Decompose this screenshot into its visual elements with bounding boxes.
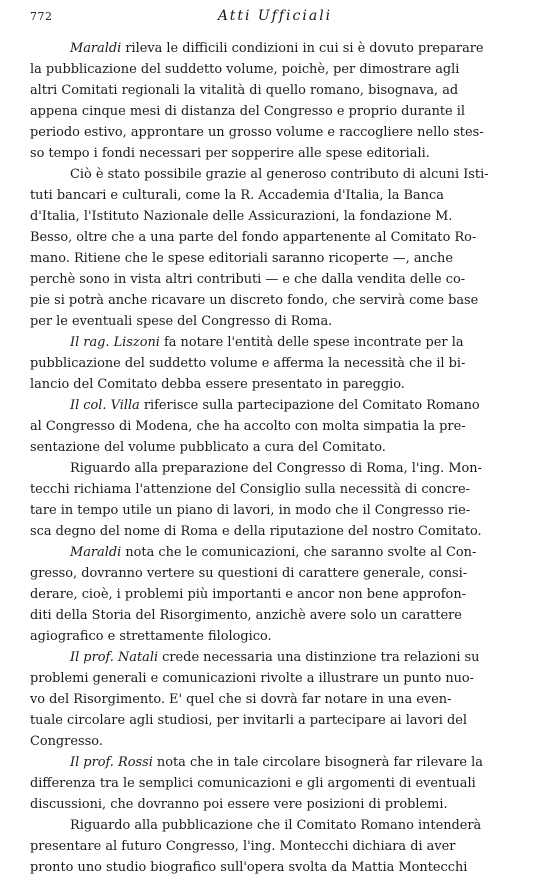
line-text: agiografico e strettamente filologico. [30, 629, 272, 644]
text-line [30, 479, 520, 500]
text-line [30, 164, 520, 185]
running-title: Atti Ufficiali [217, 8, 333, 24]
text-line [30, 269, 520, 290]
line-text: problemi generali e comunicazioni rivolte a illustrare un punto nuo- [30, 671, 475, 686]
line-text: periodo estivo, approntare un grosso volume e raccogliere nello stes- [30, 125, 484, 140]
text-line [30, 647, 520, 668]
line-text: fa notare l'entità delle spese incontrate per la [159, 335, 464, 350]
line-text: Ciò è stato possibile grazie al generoso contributo di alcuni Isti- [70, 167, 489, 182]
speaker-name: Maraldi [70, 41, 122, 56]
text-line [30, 773, 520, 794]
speaker-name: Il rag. Liszoni [70, 335, 160, 350]
line-text: per le eventuali spese del Congresso di Roma. [30, 314, 333, 329]
line-text: riferisce sulla partecipazione del Comitato Romano [139, 398, 480, 413]
text-line [30, 38, 520, 59]
line-text: appena cinque mesi di distanza del Congresso e proprio durante il [30, 104, 466, 119]
page-number: 772 [30, 10, 53, 23]
paragraph [30, 815, 520, 878]
text-line [30, 458, 520, 479]
line-text: tecchi richiama l'attenzione del Consiglio sulla necessità di concre- [30, 482, 471, 497]
speaker-name: Maraldi [70, 545, 122, 560]
line-text: nota che le comunicazioni, che saranno svolte al Con- [121, 545, 477, 560]
line-text: derare, cioè, i problemi più importanti e ancor non bene approfon- [30, 587, 466, 602]
text-line [30, 563, 520, 584]
text-line [30, 626, 520, 647]
line-text: so tempo i fondi necessari per sopperire alle spese editoriali. [30, 146, 430, 161]
text-line [30, 101, 520, 122]
text-line [30, 815, 520, 836]
speaker-name: Il prof. Rossi [70, 755, 153, 770]
line-text: tuti bancari e culturali, come la R. Accademia d'Italia, la Banca [30, 188, 444, 203]
text-line [30, 500, 520, 521]
text-line [30, 374, 520, 395]
line-text: gresso, dovranno vertere su questioni di carattere generale, consi- [30, 566, 468, 581]
line-text: tuale circolare agli studiosi, per invitarli a partecipare ai lavori del [30, 713, 467, 728]
line-text: al Congresso di Modena, che ha accolto con molta simpatia la pre- [30, 419, 466, 434]
text-line [30, 311, 520, 332]
line-text: nota che in tale circolare bisognerà far rilevare la [152, 755, 483, 770]
line-text: crede necessaria una distinzione tra relazioni su [158, 650, 480, 665]
text-line [30, 584, 520, 605]
text-line [30, 290, 520, 311]
text-line [30, 710, 520, 731]
text-line [30, 437, 520, 458]
line-text: pronto uno studio biografico sull'opera svolta da Mattia Montecchi [30, 860, 468, 875]
paragraph [30, 647, 520, 752]
text-line [30, 542, 520, 563]
paragraph [30, 395, 520, 458]
line-text: sentazione del volume pubblicato a cura del Comitato. [30, 440, 386, 455]
text-line [30, 59, 520, 80]
line-text: pubblicazione del suddetto volume e afferma la necessità che il bi- [30, 356, 466, 371]
body-text [30, 38, 520, 878]
line-text: Riguardo alla preparazione del Congresso di Roma, l'ing. Mon- [70, 461, 482, 476]
paragraph [30, 752, 520, 815]
line-text: lancio del Comitato debba essere presentato in pareggio. [30, 377, 405, 392]
text-line [30, 80, 520, 101]
line-text: Riguardo alla pubblicazione che il Comitato Romano intenderà [70, 818, 482, 833]
speaker-name: Il prof. Natali [70, 650, 159, 665]
line-text: differenza tra le semplici comunicazioni e gli argomenti di eventuali [30, 776, 476, 791]
text-line [30, 353, 520, 374]
line-text: tare in tempo utile un piano di lavori, in modo che il Congresso rie- [30, 503, 471, 518]
line-text: la pubblicazione del suddetto volume, poichè, per dimostrare agli [30, 62, 460, 77]
text-line [30, 752, 520, 773]
text-line [30, 248, 520, 269]
text-line [30, 668, 520, 689]
text-line [30, 185, 520, 206]
line-text: rileva le difficili condizioni in cui si è dovuto preparare [121, 41, 484, 56]
paragraph [30, 164, 520, 332]
text-line [30, 395, 520, 416]
line-text: presentare al futuro Congresso, l'ing. Montecchi dichiara di aver [30, 839, 456, 854]
line-text: sca degno del nome di Roma e della riputazione del nostro Comitato. [30, 524, 482, 539]
text-line [30, 227, 520, 248]
line-text: d'Italia, l'Istituto Nazionale delle Assicurazioni, la fondazione M. [30, 209, 453, 224]
text-line [30, 836, 520, 857]
line-text: discussioni, che dovranno poi essere vere posizioni di problemi. [30, 797, 448, 812]
line-text: altri Comitati regionali la vitalità di quello romano, bisognava, ad [30, 83, 459, 98]
line-text: Besso, oltre che a una parte del fondo appartenente al Comitato Ro- [30, 230, 477, 245]
text-line [30, 122, 520, 143]
paragraph [30, 458, 520, 542]
page-header [30, 8, 520, 38]
line-text: mano. Ritiene che le spese editoriali saranno ricoperte —, anche [30, 251, 453, 266]
line-text: perchè sono in vista altri contributi — e che dalla vendita delle co- [30, 272, 466, 287]
text-line [30, 521, 520, 542]
text-line [30, 143, 520, 164]
text-line [30, 857, 520, 878]
text-line [30, 794, 520, 815]
text-line [30, 689, 520, 710]
line-text: vo del Risorgimento. E' quel che si dovrà far notare in una even- [30, 692, 452, 707]
line-text: Congresso. [30, 734, 103, 749]
paragraph [30, 542, 520, 647]
text-line [30, 731, 520, 752]
text-line [30, 332, 520, 353]
text-line [30, 416, 520, 437]
speaker-name: Il col. Villa [70, 398, 140, 413]
text-line [30, 605, 520, 626]
text-line [30, 206, 520, 227]
line-text: diti della Storia del Risorgimento, anzichè avere solo un carattere [30, 608, 462, 623]
paragraph [30, 332, 520, 395]
line-text: pie si potrà anche ricavare un discreto fondo, che servirà come base [30, 293, 479, 308]
paragraph [30, 38, 520, 164]
